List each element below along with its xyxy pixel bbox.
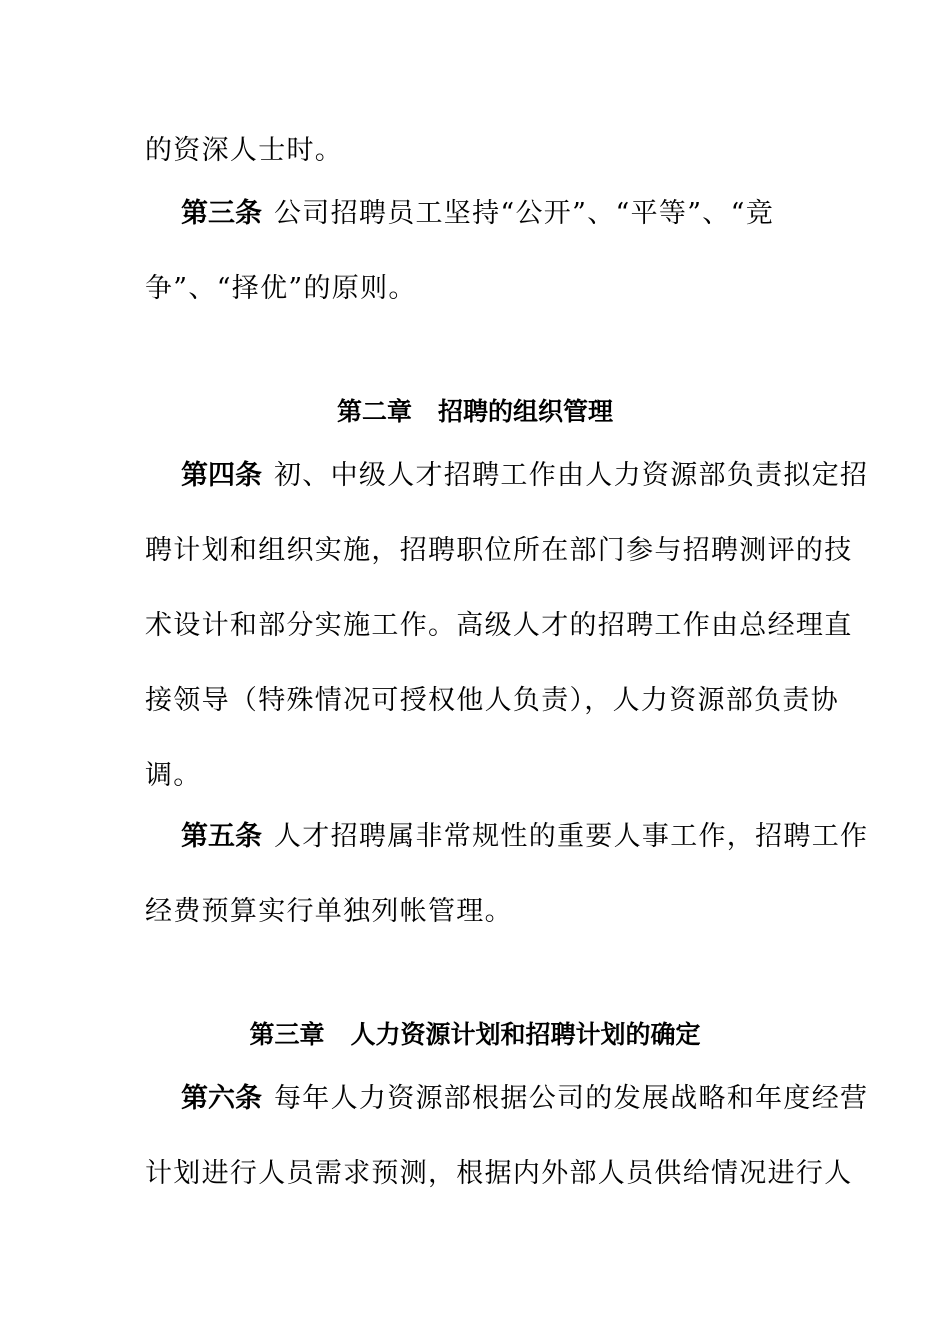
line-text: 的资深人士时。 [145, 135, 344, 166]
article-4-text-cont: 术设计和部分实施工作。高级人才的招聘工作由总经理直 [145, 610, 853, 641]
article-3-heading: 第三条 [181, 198, 262, 229]
article-3-text: 公司招聘员工坚持“公开”、“平等”、“竞 [274, 198, 775, 229]
article-4-text-cont: 聘计划和组织实施，招聘职位所在部门参与招聘测评的技 [145, 535, 853, 566]
article-3-line-1 [181, 196, 807, 232]
chapter-3-title: 人力资源计划和招聘计划的确定 [350, 1020, 701, 1049]
article-4-line-3 [145, 608, 853, 644]
article-4-text-cont: 接领导（特殊情况可授权他人负责），人力资源部负责协 [145, 685, 839, 716]
article-4-text: 初、中级人才招聘工作由人力资源部负责拟定招 [274, 460, 869, 491]
article-5-text: 人才招聘属非常规性的重要人事工作，招聘工作 [274, 821, 869, 852]
article-6-text: 每年人力资源部根据公司的发展战略和年度经营 [274, 1083, 869, 1114]
article-5-line-1 [181, 819, 869, 855]
chapter-3-heading [0, 1018, 950, 1052]
article-4-heading: 第四条 [181, 460, 262, 491]
text-line [145, 133, 807, 169]
chapter-3-number: 第三章 [249, 1020, 325, 1049]
chapter-2-heading [0, 395, 950, 429]
article-4-line-2 [145, 533, 853, 569]
article-3-text-cont: 争”、“择优”的原则。 [145, 273, 417, 304]
chapter-2-number: 第二章 [336, 397, 412, 426]
article-5-line-2 [145, 894, 807, 930]
article-6-heading: 第六条 [181, 1083, 262, 1114]
article-4-text-cont: 调。 [145, 760, 202, 791]
article-5-text-cont: 经费预算实行单独列帐管理。 [145, 896, 513, 927]
chapter-2-title: 招聘的组织管理 [438, 397, 614, 426]
article-4-line-4 [145, 683, 839, 719]
article-4-line-1 [181, 458, 869, 494]
article-3-line-2 [145, 271, 807, 307]
article-5-heading: 第五条 [181, 821, 262, 852]
article-4-line-5 [145, 758, 807, 794]
article-6-text-cont: 计划进行人员需求预测，根据内外部人员供给情况进行人 [145, 1158, 853, 1189]
article-6-line-2 [145, 1156, 853, 1192]
article-6-line-1 [181, 1081, 869, 1117]
